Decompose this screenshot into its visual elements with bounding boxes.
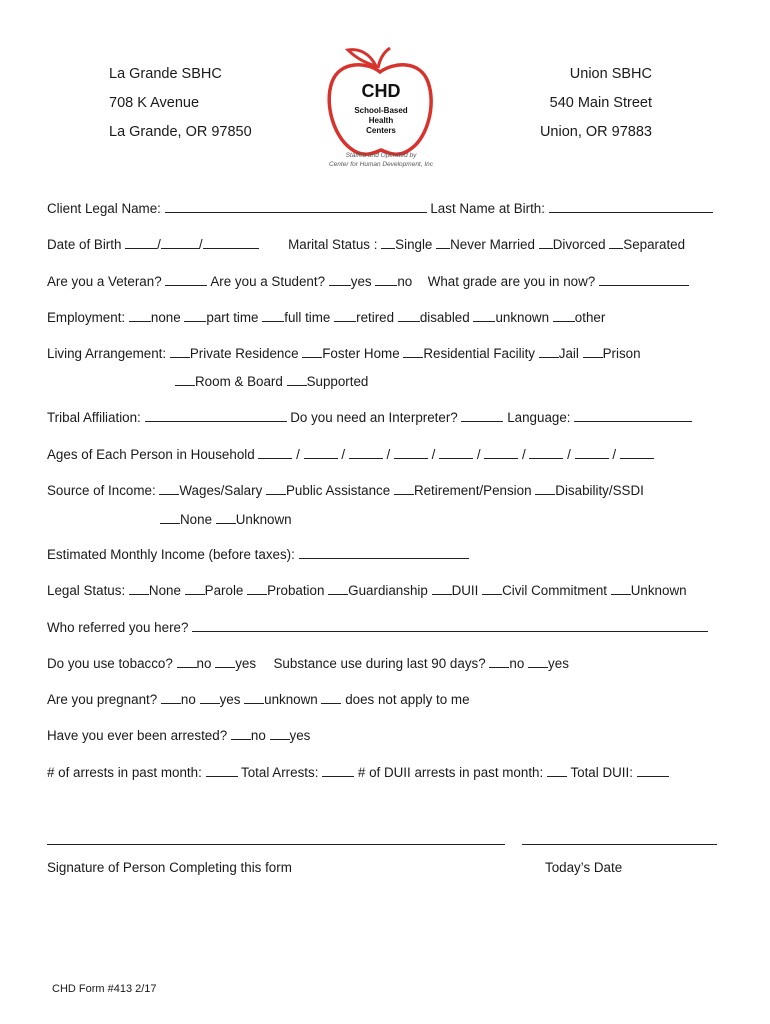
income-wages-blank[interactable] (159, 482, 179, 495)
clinic-street-right: 540 Main Street (549, 95, 652, 111)
veteran-label: Are you a Veteran? (47, 274, 162, 289)
age-field-9[interactable] (620, 446, 654, 459)
logo-line-2: Health (368, 116, 394, 125)
living-prison-blank[interactable] (583, 345, 603, 358)
living-foster-home: Foster Home (322, 346, 400, 361)
living-supported-blank[interactable] (287, 373, 307, 386)
interpreter-field[interactable] (461, 409, 503, 422)
legal-unknown: Unknown (630, 583, 687, 598)
employment-full-time: full time (284, 310, 331, 325)
chd-apple-logo (310, 44, 452, 172)
living-jail: Jail (558, 346, 579, 361)
income-unknown-blank[interactable] (216, 511, 236, 524)
arrests-month-field[interactable] (206, 764, 238, 777)
duii-arrests-field[interactable] (547, 764, 567, 777)
row-tobacco-substance (47, 655, 569, 671)
referred-label: Who referred you here? (47, 620, 189, 635)
living-jail-blank[interactable] (539, 345, 559, 358)
tobacco-label: Do you use tobacco? (47, 656, 173, 671)
living-label: Living Arrangement: (47, 346, 167, 361)
student-label: Are you a Student? (210, 274, 326, 289)
marital-divorced: Divorced (552, 237, 606, 252)
income-disability: Disability/SSDI (555, 483, 644, 498)
tribal-field[interactable] (145, 409, 287, 422)
pregnant-unknown: unknown (264, 692, 318, 707)
legal-probation-blank[interactable] (247, 582, 267, 595)
age-field-1[interactable] (258, 446, 292, 459)
language-label: Language: (507, 410, 571, 425)
address-la-grande (109, 60, 252, 147)
arrested-yes: yes (289, 728, 311, 743)
age-field-4[interactable] (394, 446, 428, 459)
marital-never-blank[interactable] (436, 236, 450, 249)
pregnant-yes-blank[interactable] (200, 691, 220, 704)
marital-single-blank[interactable] (381, 236, 395, 249)
income-wages: Wages/Salary (179, 483, 263, 498)
legal-guardianship: Guardianship (348, 583, 428, 598)
living-room-board: Room & Board (195, 374, 283, 389)
living-prison: Prison (602, 346, 641, 361)
clinic-city-left: La Grande, OR 97850 (109, 124, 252, 140)
marital-separated: Separated (623, 237, 686, 252)
pregnant-label: Are you pregnant? (47, 692, 158, 707)
income-retirement: Retirement/Pension (413, 483, 532, 498)
income-public-assistance: Public Assistance (286, 483, 391, 498)
row-dob-marital: Date of Birth / / Marital Status : Single Never Married Divorced Separated (47, 237, 686, 252)
pregnant-yes: yes (219, 692, 241, 707)
income-retirement-blank[interactable] (394, 482, 414, 495)
pregnant-no: no (180, 692, 196, 707)
logo-line-3: Centers (366, 126, 396, 135)
arrested-no-blank[interactable] (231, 727, 251, 740)
age-field-5[interactable] (439, 446, 473, 459)
tribal-label: Tribal Affiliation: (47, 410, 141, 425)
veteran-field[interactable] (165, 273, 207, 286)
pregnant-na-blank[interactable] (321, 691, 341, 704)
pregnant-unknown-blank[interactable] (244, 691, 264, 704)
monthly-income-field[interactable] (299, 546, 469, 559)
tobacco-no: no (196, 656, 212, 671)
logo-line-1: School-Based (354, 106, 408, 115)
row-pregnant (47, 691, 470, 707)
client-name-label: Client Legal Name: (47, 201, 161, 216)
living-supported: Supported (306, 374, 369, 389)
marital-label: Marital Status : (288, 237, 378, 252)
marital-never-married: Never Married (450, 237, 535, 252)
duii-arrests-label: # of DUII arrests in past month: (357, 765, 544, 780)
date-line[interactable] (522, 844, 717, 845)
employment-unknown: unknown (495, 310, 550, 325)
language-field[interactable] (574, 409, 692, 422)
substance-label: Substance use during last 90 days? (273, 656, 486, 671)
legal-probation: Probation (267, 583, 325, 598)
date-label: Today’s Date (545, 860, 623, 875)
age-field-6[interactable] (484, 446, 518, 459)
living-room-board-blank[interactable] (175, 373, 195, 386)
row-referred (47, 619, 708, 635)
ages-label: Ages of Each Person in Household (47, 447, 255, 462)
row-veteran-student (47, 273, 689, 289)
arrested-label: Have you ever been arrested? (47, 728, 228, 743)
income-disability-blank[interactable] (535, 482, 555, 495)
student-yes: yes (350, 274, 372, 289)
total-duii-label: Total DUII: (570, 765, 633, 780)
employment-other-blank[interactable] (553, 309, 575, 322)
row-employment (47, 309, 605, 325)
employment-retired: retired (356, 310, 395, 325)
employment-retired-blank[interactable] (334, 309, 356, 322)
employment-part-blank[interactable] (184, 309, 206, 322)
logo-tagline-2: Center for Human Development, Inc (328, 161, 434, 168)
referred-field[interactable] (192, 619, 708, 632)
total-duii-field[interactable] (637, 764, 669, 777)
logo-abbr: CHD (361, 81, 401, 101)
employment-label: Employment: (47, 310, 126, 325)
row-tribal (47, 409, 692, 425)
legal-parole-blank[interactable] (185, 582, 205, 595)
age-field-2[interactable] (304, 446, 338, 459)
legal-civil-commitment: Civil Commitment (502, 583, 607, 598)
monthly-income-label: Estimated Monthly Income (before taxes): (47, 547, 295, 562)
row-arrested (47, 727, 310, 743)
arrested-yes-blank[interactable] (270, 727, 290, 740)
age-field-8[interactable] (575, 446, 609, 459)
clinic-name-left: La Grande SBHC (109, 66, 222, 82)
employment-unknown-blank[interactable] (473, 309, 495, 322)
student-no-blank[interactable] (375, 273, 397, 286)
student-no: no (397, 274, 413, 289)
employment-none: none (150, 310, 181, 325)
living-private-residence: Private Residence (189, 346, 299, 361)
signature-line[interactable] (47, 844, 505, 845)
last-name-birth-field[interactable] (549, 200, 713, 213)
legal-label: Legal Status: (47, 583, 126, 598)
legal-guardianship-blank[interactable] (328, 582, 348, 595)
legal-duii: DUII (451, 583, 479, 598)
employment-other: other (574, 310, 606, 325)
dob-month-field[interactable] (125, 236, 157, 249)
legal-parole: Parole (204, 583, 244, 598)
row-income-source (47, 482, 644, 498)
dob-year-field[interactable] (203, 236, 259, 249)
total-arrests-field[interactable] (322, 764, 354, 777)
marital-single: Single (395, 237, 433, 252)
living-private-blank[interactable] (170, 345, 190, 358)
row-household-ages: Ages of Each Person in Household / / / / / / / / (47, 446, 654, 462)
legal-unknown-blank[interactable] (611, 582, 631, 595)
age-field-3[interactable] (349, 446, 383, 459)
substance-no-blank[interactable] (489, 655, 509, 668)
marital-separated-blank[interactable] (609, 236, 623, 249)
legal-none-blank[interactable] (129, 582, 149, 595)
pregnant-not-apply: does not apply to me (345, 692, 470, 707)
legal-civil-blank[interactable] (482, 582, 502, 595)
interpreter-label: Do you need an Interpreter? (290, 410, 458, 425)
last-name-birth-label: Last Name at Birth: (430, 201, 545, 216)
row-client-name (47, 200, 713, 216)
income-unknown: Unknown (235, 512, 292, 527)
total-arrests-label: Total Arrests: (241, 765, 319, 780)
employment-part-time: part time (206, 310, 259, 325)
clinic-city-right: Union, OR 97883 (539, 124, 652, 140)
income-none-blank[interactable] (160, 511, 180, 524)
tobacco-yes-blank[interactable] (215, 655, 235, 668)
arrested-no: no (250, 728, 266, 743)
living-residential-facility: Residential Facility (423, 346, 536, 361)
row-arrest-counts (47, 764, 669, 780)
employment-full-blank[interactable] (262, 309, 284, 322)
employment-disabled-blank[interactable] (398, 309, 420, 322)
income-none: None (180, 512, 213, 527)
legal-duii-blank[interactable] (432, 582, 452, 595)
address-union (540, 60, 652, 147)
client-name-field[interactable] (165, 200, 427, 213)
row-income-source-2 (160, 511, 292, 527)
age-field-7[interactable] (529, 446, 563, 459)
employment-disabled: disabled (419, 310, 470, 325)
row-legal-status (47, 582, 687, 598)
student-yes-blank[interactable] (329, 273, 351, 286)
tobacco-yes: yes (235, 656, 257, 671)
income-public-blank[interactable] (266, 482, 286, 495)
grade-label: What grade are you in now? (427, 274, 596, 289)
living-residential-blank[interactable] (403, 345, 423, 358)
row-living (47, 345, 641, 361)
marital-divorced-blank[interactable] (539, 236, 553, 249)
grade-field[interactable] (599, 273, 689, 286)
pregnant-no-blank[interactable] (161, 691, 181, 704)
signature-label: Signature of Person Completing this form (47, 860, 292, 875)
legal-none: None (148, 583, 181, 598)
row-living-2 (175, 373, 368, 389)
employment-none-blank[interactable] (129, 309, 151, 322)
substance-yes: yes (548, 656, 569, 671)
form-id: CHD Form #413 2/17 (52, 983, 157, 995)
row-monthly-income (47, 546, 469, 562)
clinic-street-left: 708 K Avenue (109, 95, 200, 111)
arrests-month-label: # of arrests in past month: (47, 765, 202, 780)
dob-label: Date of Birth (47, 237, 122, 252)
substance-no: no (509, 656, 525, 671)
logo-tagline-1: Staffed and Operated by (345, 152, 417, 159)
dob-day-field[interactable] (161, 236, 199, 249)
income-source-label: Source of Income: (47, 483, 156, 498)
substance-yes-blank[interactable] (528, 655, 548, 668)
tobacco-no-blank[interactable] (177, 655, 197, 668)
clinic-name-right: Union SBHC (569, 66, 652, 82)
living-foster-blank[interactable] (302, 345, 322, 358)
